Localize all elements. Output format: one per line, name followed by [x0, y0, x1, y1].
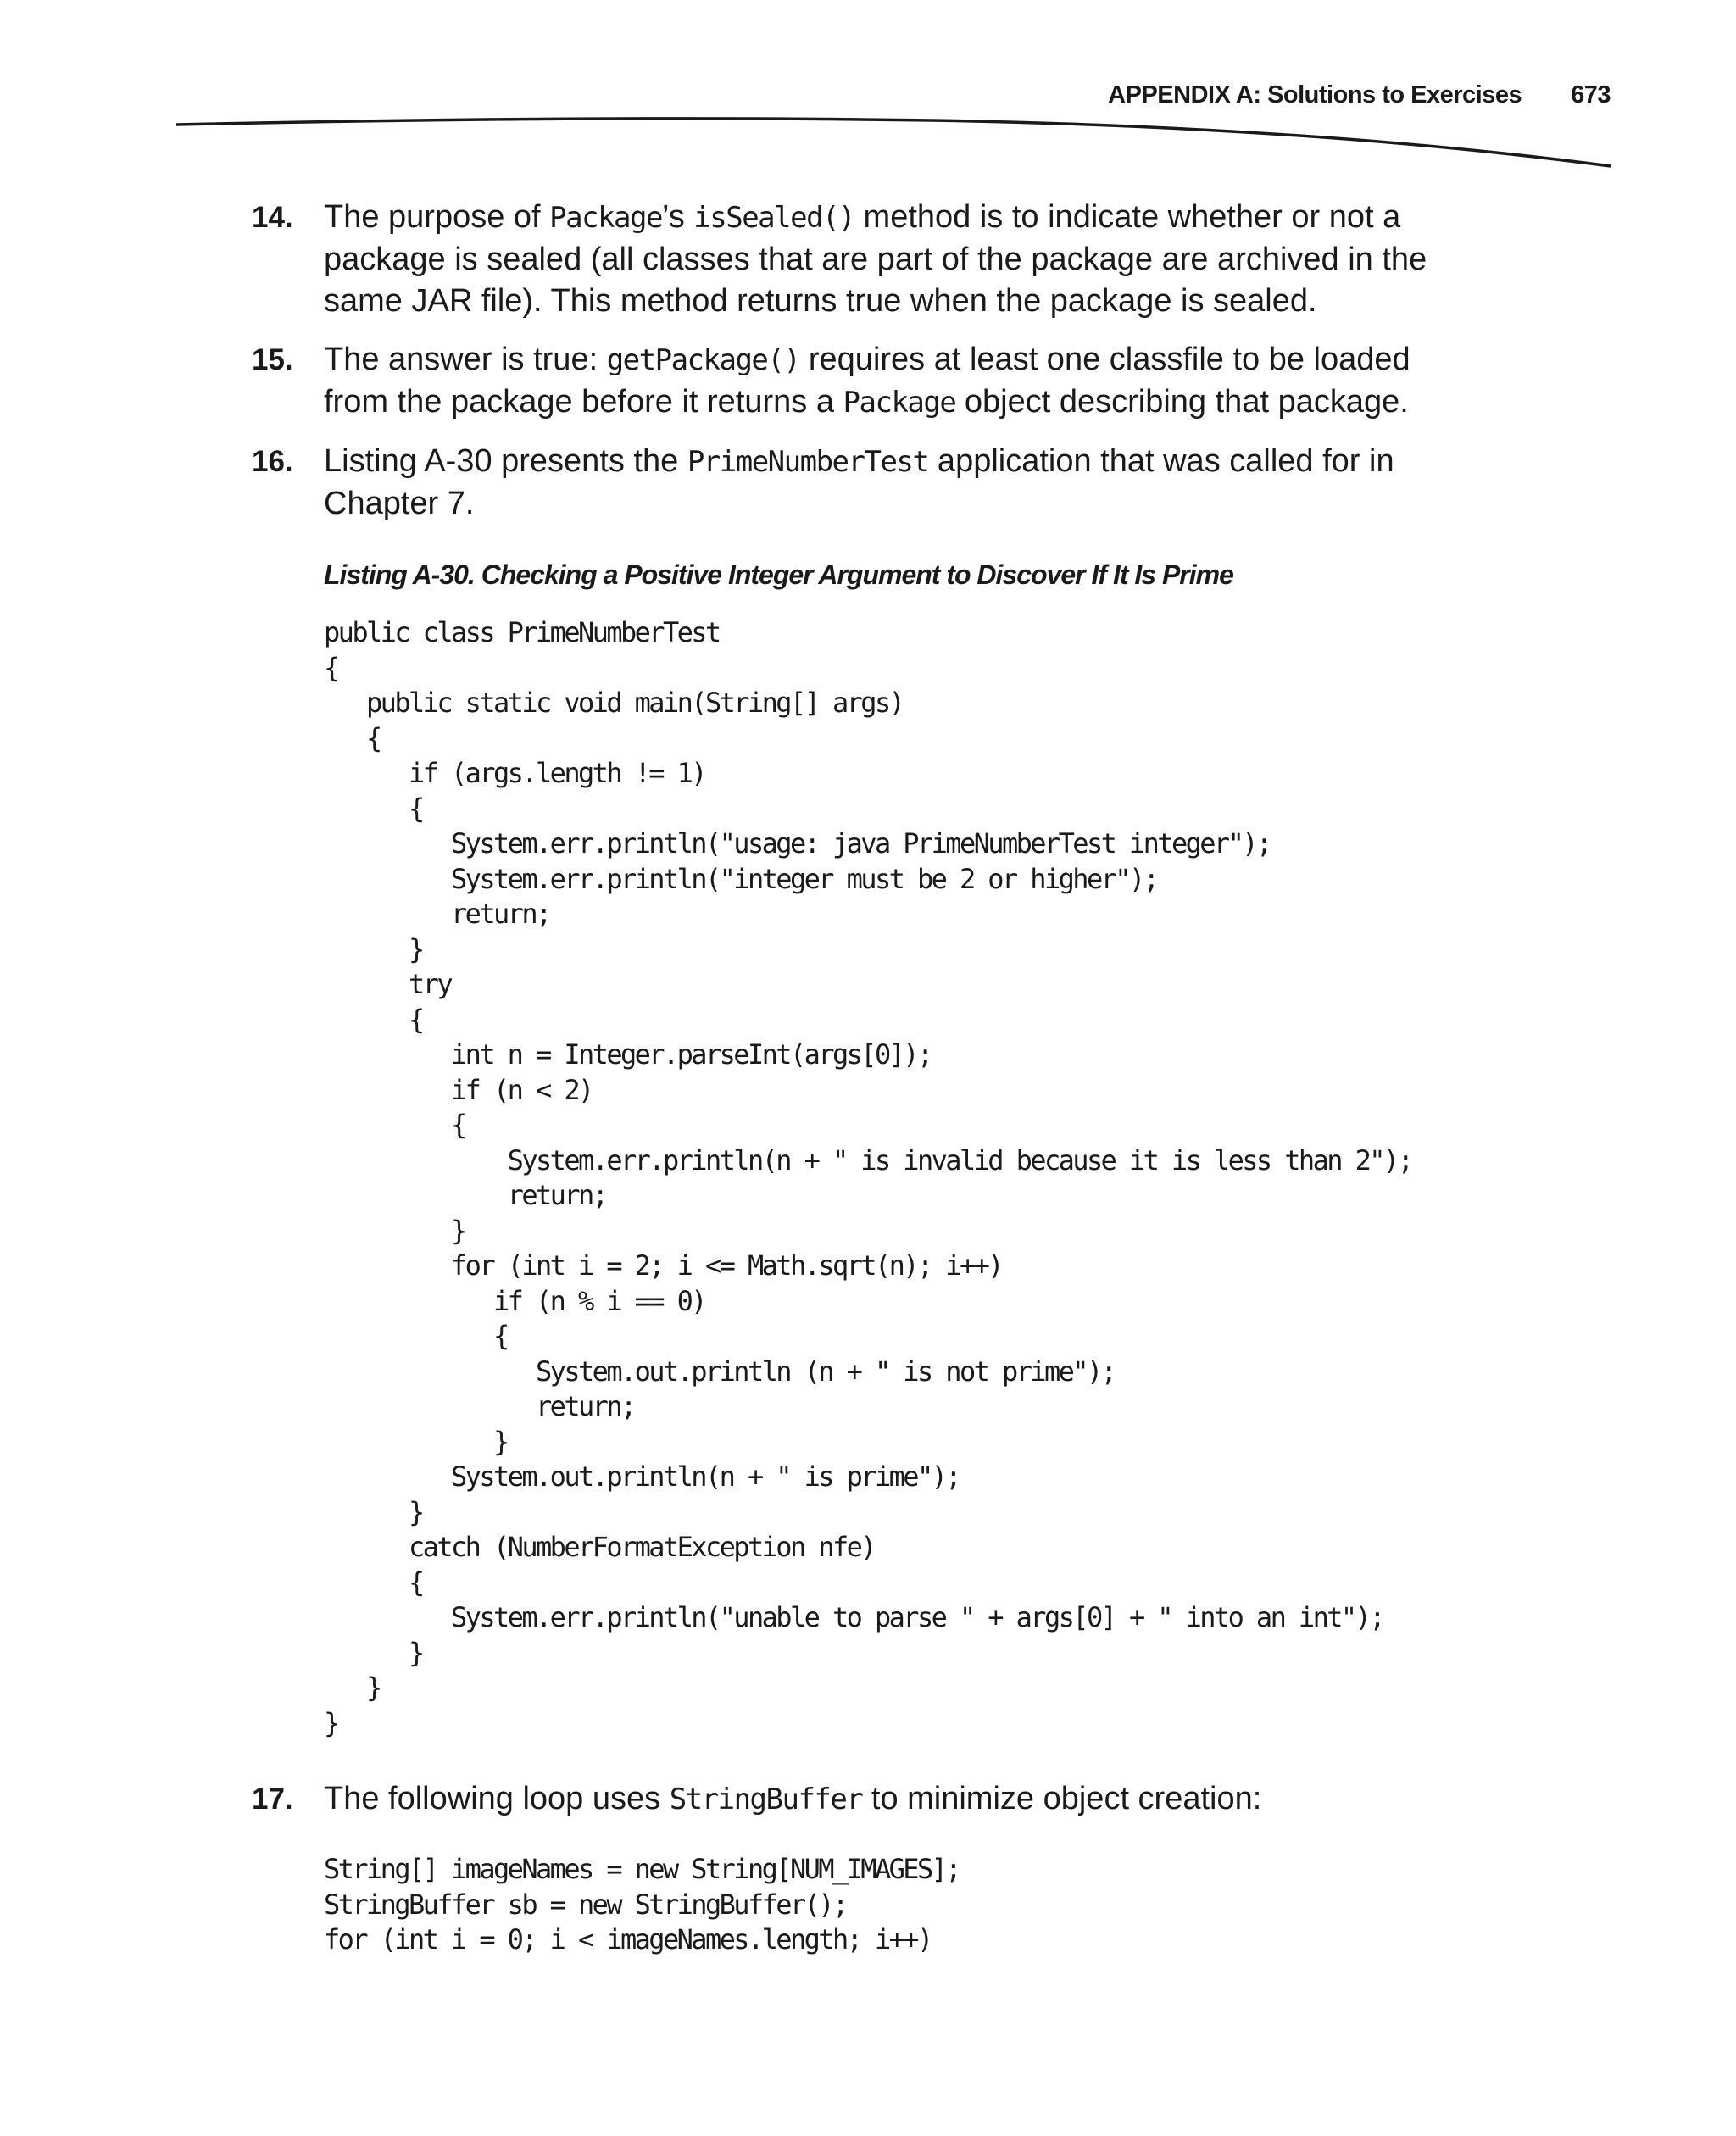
item-number: 16. — [252, 445, 293, 478]
text-line — [324, 381, 1477, 424]
item-text — [324, 441, 1477, 525]
text-run: from the package before it returns a — [324, 384, 843, 420]
page-number: 673 — [1571, 81, 1611, 108]
text-run: to minimize object creation: — [862, 1781, 1262, 1816]
text-line — [324, 239, 1477, 281]
inline-code: Package — [549, 201, 662, 235]
inline-code: StringBuffer — [669, 1783, 863, 1816]
snippet-code: String[] imageNames = new String[NUM_IMAGES]; StringBuffer sb = new StringBuffer(); for (int i = 0; i < imageNames.length; i++) — [324, 1853, 960, 1955]
inline-code: isSealed() — [693, 201, 854, 235]
text-run: same JAR file). This method returns true when the package is sealed. — [324, 283, 1317, 319]
item-number: 14. — [252, 201, 293, 234]
text-line — [324, 339, 1477, 381]
running-head-title: APPENDIX A: Solutions to Exercises — [1108, 81, 1522, 108]
item-number: 15. — [252, 343, 293, 376]
item-text — [324, 197, 1477, 322]
text-run: The following loop uses — [324, 1781, 670, 1816]
text-run: package is sealed (all classes that are part of the package are archived in the — [324, 242, 1427, 277]
text-line — [324, 281, 1477, 322]
listing-caption: Listing A-30. Checking a Positive Integer Argument to Discover If It Is Prime — [324, 559, 1233, 590]
inline-code: PrimeNumberTest — [687, 445, 929, 479]
text-run: ’s — [661, 199, 694, 235]
text-run: The answer is true: — [324, 342, 607, 377]
listing-code: public class PrimeNumberTest { public static void main(String[] args) { if (args.length != 1) { System.err.println("usage: java PrimeNumberTest integer"); System.err.println("integer must be 2 or higher"); return; } try { int n = Integer.parseInt(args[0]); if (n < 2) { System.err.println(n + " is invalid because it is less than 2"); return; } for (int i = 2; i <= Math.sqrt(n); i++) if (n % i == 0) { System.out.println (n + " is not prime"); return; } System.out.println(n + " is prime"); } catch (NumberFormatException nfe) { System.err.println("unable to parse " + args[0] + " into an int"); } } } — [324, 616, 1412, 1739]
text-line — [324, 441, 1477, 483]
text-line — [324, 197, 1477, 239]
text-run: method is to indicate whether or not a — [854, 199, 1401, 235]
item-text — [324, 339, 1477, 424]
text-run: The purpose of — [324, 199, 550, 235]
inline-code: Package — [843, 386, 956, 420]
item-number: 17. — [252, 1783, 293, 1816]
text-line — [324, 1778, 1477, 1821]
text-run: requires at least one classfile to be loaded — [799, 342, 1410, 377]
text-line — [324, 483, 1477, 525]
header-rule — [0, 0, 1736, 186]
text-run: application that was called for in — [928, 443, 1394, 479]
text-run: Listing A-30 presents the — [324, 443, 687, 479]
text-run: object describing that package. — [955, 384, 1409, 420]
inline-code: getPackage() — [606, 343, 800, 377]
item-text — [324, 1778, 1477, 1821]
text-run: Chapter 7. — [324, 486, 475, 521]
